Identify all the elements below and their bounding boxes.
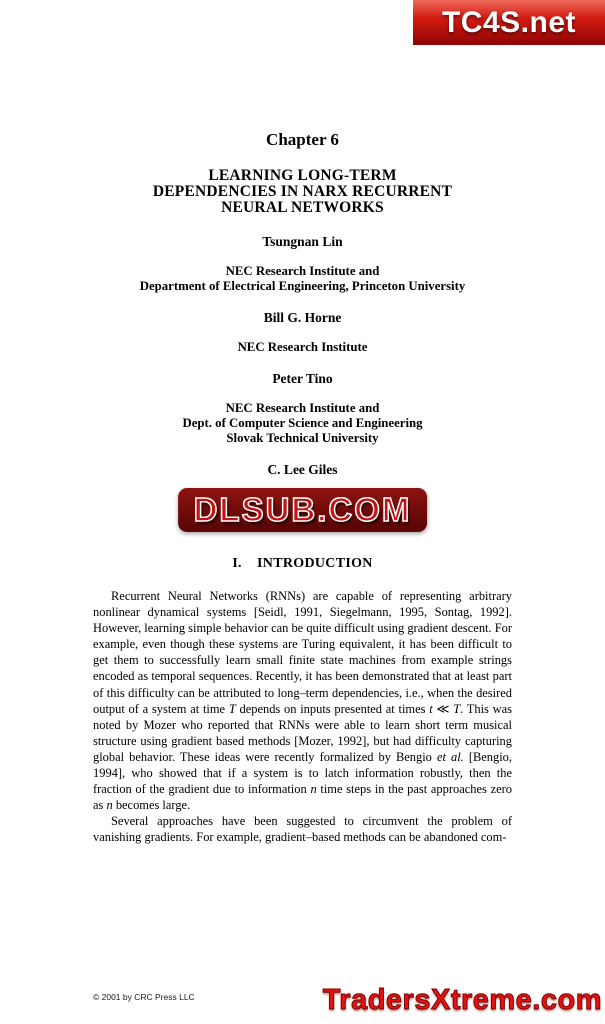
affiliation-line: Slovak Technical University [226, 431, 379, 445]
author-name: Peter Tino [272, 371, 333, 386]
author-name: Tsungnan Lin [262, 234, 343, 249]
chapter-number: Chapter 6 [266, 130, 339, 149]
author-affiliation [93, 401, 512, 446]
section-heading: I. INTRODUCTION [232, 556, 373, 571]
chapter-header [93, 130, 512, 492]
body-text [93, 588, 512, 846]
author-name: C. Lee Giles [267, 462, 338, 477]
paragraph: Recurrent Neural Networks (RNNs) are capable of representing arbitrary nonlinear dynamical systems [Seidl, 1991, Siegelmann, 1995, Sontag, 1992]. However, learning simple behavior can be quite difficult using gradient descent. For example, even though these systems are Turing equivalent, it has been difficult to get them to successfully learn small finite state machines from example strings encoded as temporal sequences. Recently, it has been demonstrated that at least part of this difficulty can be attributed to long–term dependencies, i.e., when the desired output of a system at time T depends on inputs presented at times t ≪ T. This was noted by Mozer who reported that RNNs were able to learn short term musical structure using gradient based methods [Mozer, 1992], but had difficulty capturing global behavior. These ideas were recently formalized by Bengio et al. [Bengio, 1994], who showed that if a system is to latch information robustly, then the fraction of the gradient due to information n time steps in the past approaches zero as n becomes large. [93, 589, 512, 813]
author-affiliation [93, 340, 512, 355]
paragraph: Several approaches have been suggested to circumvent the problem of vanishing gradients. For example, gradient–based methods can be abandoned com- [93, 814, 512, 845]
author-affiliation [93, 264, 512, 294]
chapter-title [93, 168, 512, 216]
affiliation-line: Department of Electrical Engineering, Princeton University [139, 279, 466, 293]
watermark-bottom-right: TradersXtreme.com [322, 984, 602, 1016]
affiliation-line: Dept. of Computer Science and Engineering [182, 416, 423, 430]
title-line: DEPENDENCIES IN NARX RECURRENT [152, 183, 453, 200]
affiliation-line: NEC Research Institute and [225, 264, 380, 278]
watermark-top-right: TC4S.net [413, 0, 605, 45]
copyright-notice: © 2001 by CRC Press LLC [93, 992, 195, 1002]
author-name: Bill G. Horne [263, 310, 342, 325]
affiliation-line: NEC Research Institute and [225, 401, 380, 415]
title-line: NEURAL NETWORKS [221, 199, 384, 216]
title-line: LEARNING LONG-TERM [208, 167, 397, 184]
affiliation-line: NEC Research Institute [237, 340, 368, 354]
watermark-center: DLSUB.COM [178, 488, 428, 532]
